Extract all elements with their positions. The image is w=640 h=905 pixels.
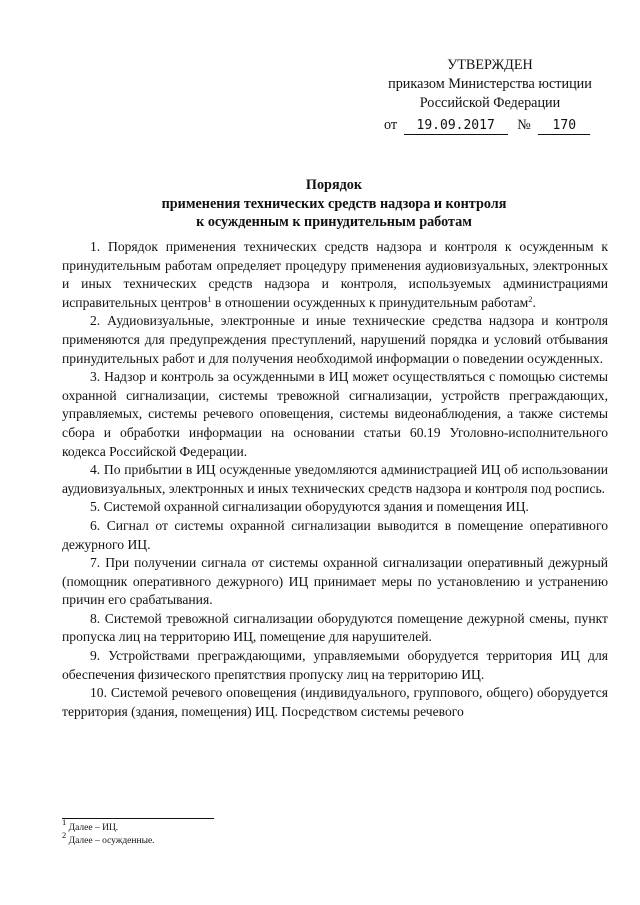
paragraph-1-text-c: . <box>532 294 536 310</box>
paragraph-5: 5. Системой охранной сигнализации оборудуются здания и помещения ИЦ. <box>90 499 529 515</box>
title-line-3: к осужденным к принудительным работам <box>196 214 472 230</box>
approval-date: 19.09.2017 <box>404 118 508 135</box>
footnotes <box>62 817 362 848</box>
footnote-1 <box>62 817 362 835</box>
footnote-1-text: Далее – ИЦ. <box>66 823 119 833</box>
paragraph-7: 7. При получении сигнала от системы охранной сигнализации оперативный дежурный (помощник оперативного дежурного) ИЦ принимает меры по установлению и устранению причин его срабатывания. <box>62 555 608 608</box>
approval-heading: УТВЕРЖДЕН <box>447 57 533 73</box>
footnote-2-text: Далее – осужденные. <box>66 836 155 846</box>
paragraph-1-text-a: 1. Порядок применения технических средств надзора и контроля к осужденным к принудительным работам определяет процедуру применения аудиовизуальных, электронных и иных технических средств надзора и контроля, используемых администрациями исправительных центров <box>62 239 608 310</box>
paragraph-3: 3. Надзор и контроль за осужденными в ИЦ может осуществляться с помощью системы охранной сигнализации, системы тревожной сигнализации, устройств преграждающих, управляемых, системы речевого оповещения, системы видеонаблюдения, а также системы сбора и обработки информации на основании статьи 60.19 Уголовно-исполнительного кодекса Российской Федерации. <box>62 369 608 459</box>
paragraph-1-text-b: в отношении осужденных к принудительным работам <box>211 294 529 310</box>
document-body <box>62 238 608 721</box>
approval-line-ministry: приказом Министерства юстиции <box>388 76 592 92</box>
footnote-divider <box>62 818 214 819</box>
title-line-2: применения технических средств надзора и контроля <box>161 195 507 212</box>
approval-line-country: Российской Федерации <box>419 95 561 111</box>
footnote-2 <box>62 830 362 848</box>
approval-stamp <box>380 56 600 135</box>
footnote-2-mark: 2 <box>62 830 67 840</box>
document-title <box>60 176 608 232</box>
paragraph-1 <box>62 238 608 312</box>
paragraph-8: 8. Системой тревожной сигнализации оборудуются помещение дежурной смены, пункт пропуска лиц на территорию ИЦ, помещение для нарушителей. <box>62 610 608 645</box>
footnote-ref-1: 1 <box>207 293 212 304</box>
footnote-ref-2: 2 <box>528 293 533 304</box>
date-prefix: от <box>384 117 398 133</box>
paragraph-2: 2. Аудиовизуальные, электронные и иные технические средства надзора и контроля применяются для предупреждения преступлений, нарушений порядка и условий отбывания принудительных работ и для получения необходимой информации о поведении осужденных. <box>62 313 608 366</box>
title-line-1: Порядок <box>305 177 363 193</box>
paragraph-10: 10. Системой речевого оповещения (индивидуального, группового, общего) оборудуется территория (здания, помещения) ИЦ. Посредством системы речевого <box>62 685 608 719</box>
approval-date-line <box>380 116 600 135</box>
number-prefix: № <box>517 117 531 133</box>
paragraph-9: 9. Устройствами преграждающими, управляемыми оборудуется территория ИЦ для обеспечения физического препятствия пропуску лиц на территорию ИЦ. <box>62 648 608 682</box>
paragraph-4: 4. По прибытии в ИЦ осужденные уведомляются администрацией ИЦ об использовании аудиовизуальных, электронных и иных технических средств надзора и контроля под роспись. <box>62 462 608 496</box>
paragraph-6: 6. Сигнал от системы охранной сигнализации выводится в помещение оперативного дежурного ИЦ. <box>62 517 608 552</box>
footnote-1-mark: 1 <box>62 817 67 827</box>
approval-number: 170 <box>538 118 590 135</box>
